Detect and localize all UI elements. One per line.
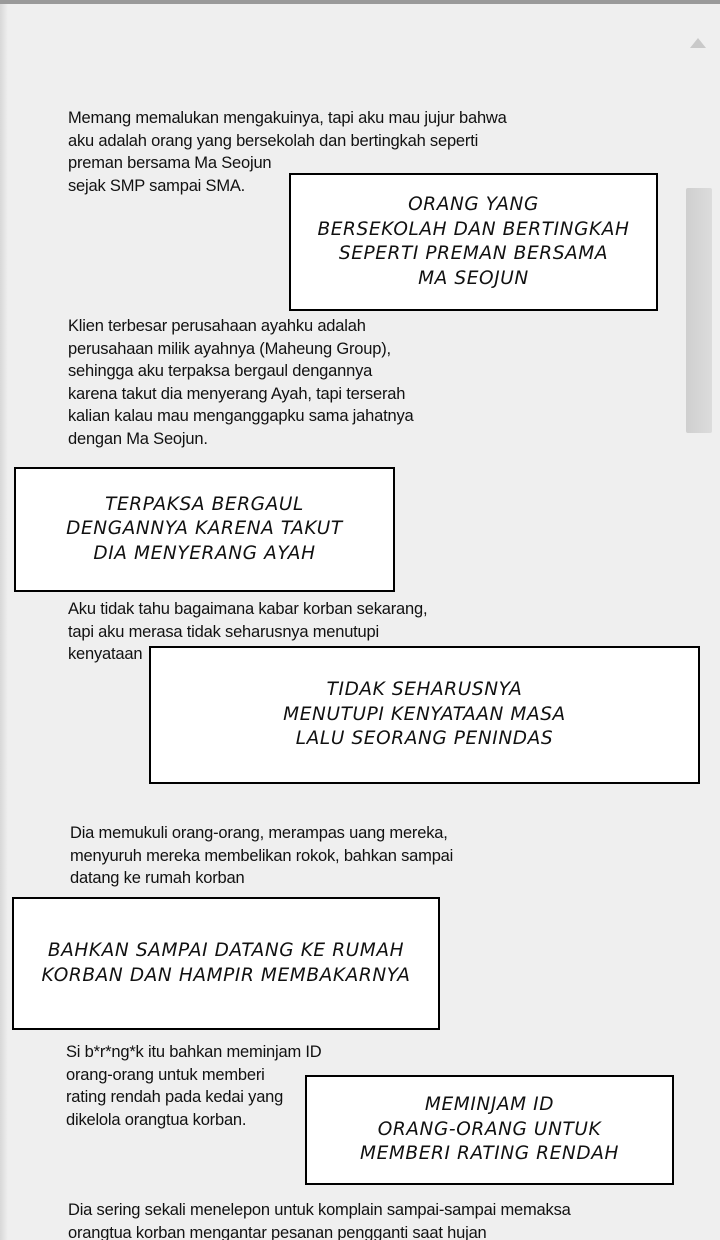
caption-line: KORBAN DAN HAMPIR MEMBAKARNYA	[41, 964, 411, 986]
post-line: Dia memukuli orang-orang, merampas uang mereka,	[70, 824, 448, 842]
caption-line: MEMBERI RATING RENDAH	[360, 1143, 619, 1165]
post-line: dikelola orangtua korban.	[66, 1110, 247, 1129]
post-line: kenyataan	[68, 645, 143, 663]
scroll-up-arrow-icon[interactable]	[690, 38, 706, 48]
caption-box-2	[14, 467, 395, 592]
caption-box-5	[305, 1075, 674, 1185]
caption-line: SEPERTI PREMAN BERSAMA	[338, 243, 609, 264]
post-text-5	[66, 1041, 321, 1131]
caption-box-3	[149, 646, 700, 784]
post-line: Dia sering sekali menelepon untuk komplain sampai-sampai memaksa	[68, 1201, 571, 1219]
post-line: karena takut dia menyerang Ayah, tapi terserah	[68, 384, 406, 403]
post-line: Memang memalukan mengakuinya, tapi aku mau jujur bahwa	[68, 109, 507, 127]
caption-line: DIA MENYERANG AYAH	[93, 542, 316, 564]
post-text-6	[68, 1199, 571, 1240]
post-line: Klien terbesar perusahaan ayahku adalah	[68, 317, 366, 335]
post-line: rating rendah pada kedai yang	[66, 1088, 284, 1106]
caption-line: DENGANNYA KARENA TAKUT	[66, 518, 343, 540]
post-line: perusahaan milik ayahnya (Maheung Group),	[68, 339, 391, 358]
post-line: menyuruh mereka membelikan rokok, bahkan sampai	[70, 846, 454, 865]
post-line: tapi aku merasa tidak seharusnya menutupi	[68, 622, 379, 641]
post-line: orang-orang untuk memberi	[66, 1065, 265, 1084]
post-line: preman bersama Ma Seojun	[68, 154, 272, 172]
caption-line: BAHKAN SAMPAI DATANG KE RUMAH	[47, 940, 405, 961]
scrollbar-thumb[interactable]	[686, 188, 712, 433]
caption-line: ORANG YANG	[408, 194, 539, 215]
post-line: Si b*r*ng*k itu bahkan meminjam ID	[66, 1043, 322, 1061]
post-line: aku adalah orang yang bersekolah dan bertingkah seperti	[68, 131, 479, 150]
top-border	[0, 0, 720, 4]
post-line: dengan Ma Seojun.	[68, 429, 208, 448]
post-text-4	[70, 822, 453, 890]
caption-line: MA SEOJUN	[418, 267, 529, 289]
caption-line: LALU SEORANG PENINDAS	[295, 728, 554, 750]
caption-box-4	[12, 897, 440, 1030]
caption-line: MENUTUPI KENYATAAN MASA	[283, 703, 566, 725]
post-line: sejak SMP sampai SMA.	[68, 176, 246, 195]
caption-box-1	[289, 173, 658, 311]
caption-line: BERSEKOLAH DAN BERTINGKAH	[317, 218, 630, 240]
caption-line: ORANG-ORANG UNTUK	[377, 1118, 602, 1140]
post-line: kalian kalau mau menganggapku sama jahatnya	[68, 407, 414, 425]
post-line: orangtua korban mengantar pesanan pengganti saat hujan	[68, 1223, 487, 1240]
left-edge-shade	[0, 4, 8, 1240]
post-text-2	[68, 315, 413, 450]
caption-line: TIDAK SEHARUSNYA	[326, 679, 523, 701]
post-line: Aku tidak tahu bagaimana kabar korban sekarang,	[68, 600, 428, 618]
post-line: datang ke rumah korban	[70, 869, 245, 887]
caption-line: TERPAKSA BERGAUL	[105, 493, 304, 515]
caption-line: MEMINJAM ID	[424, 1094, 555, 1116]
post-line: sehingga aku terpaksa bergaul dengannya	[68, 362, 373, 380]
